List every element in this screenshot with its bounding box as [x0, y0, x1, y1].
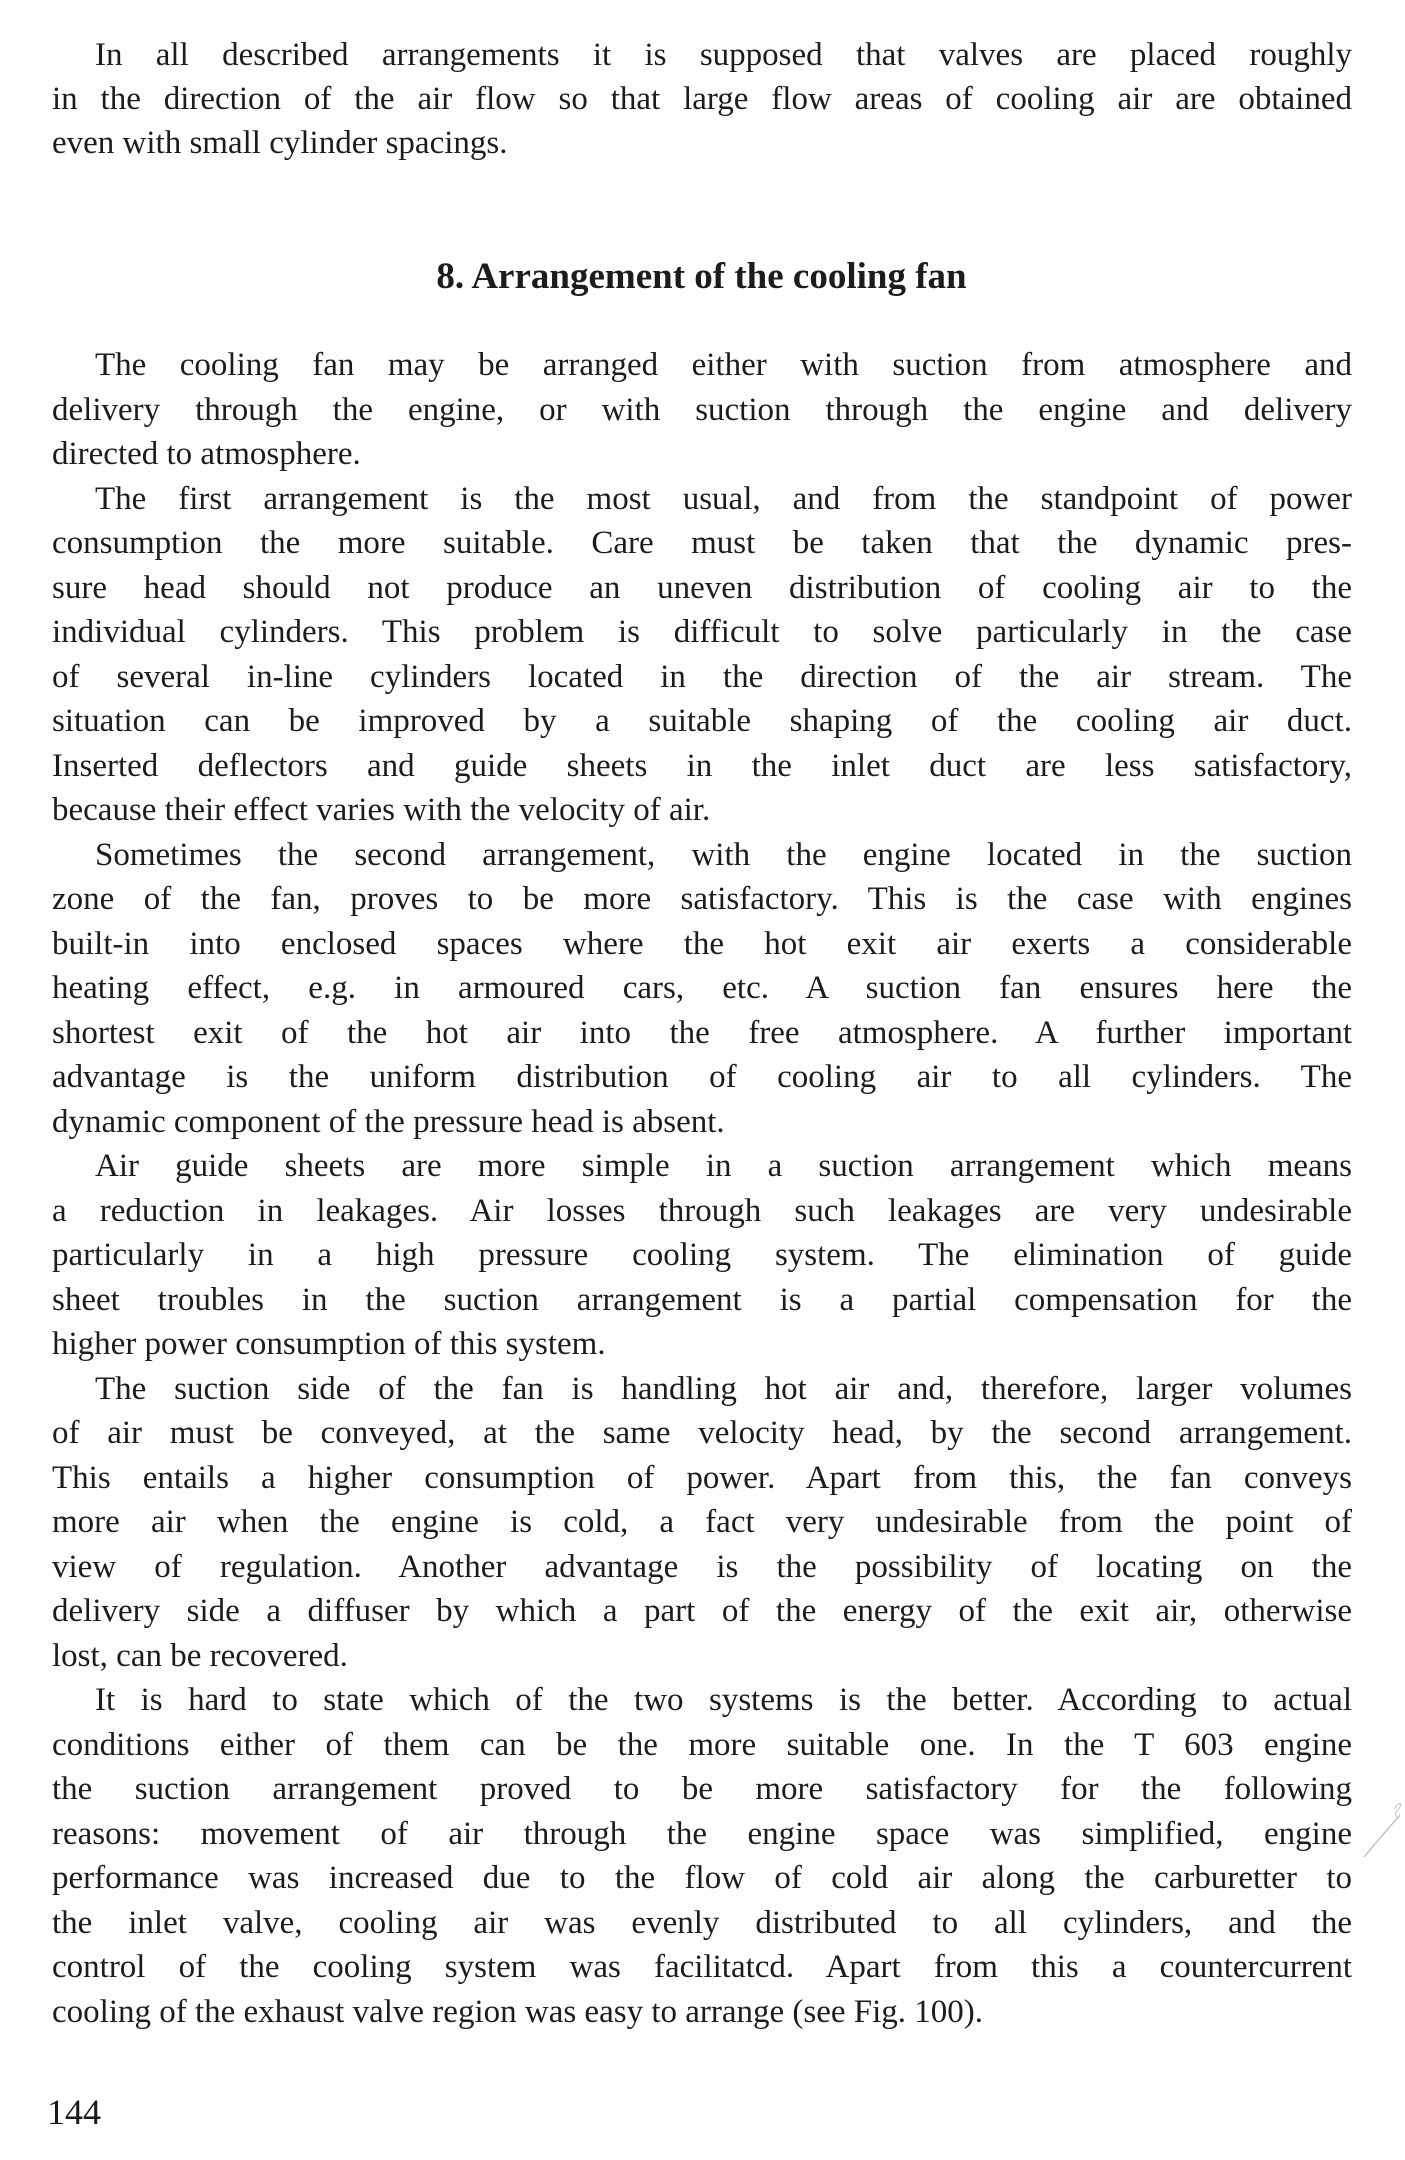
text-line: shortest exit of the hot air into the free atmosphere. A further important	[52, 1014, 1352, 1051]
text-line: the inlet valve, cooling air was evenly distributed to all cylinders, and the	[52, 1904, 1352, 1941]
text-line: dynamic component of the pressure head is absent.	[52, 1103, 725, 1140]
text-line: in the direction of the air flow so that large flow areas of cooling air are obtained	[52, 81, 1352, 117]
intro-paragraph	[52, 33, 1352, 165]
page-number: 144	[47, 2092, 101, 2132]
text-line: reasons: movement of air through the engine space was simplified, engine	[52, 1815, 1352, 1852]
text-line: higher power consumption of this system.	[52, 1326, 606, 1362]
text-line: particularly in a high pressure cooling system. The elimination of guide	[52, 1237, 1352, 1273]
text-line: more air when the engine is cold, a fact very undesirable from the point of	[52, 1504, 1352, 1540]
text-line: performance was increased due to the flow of cold air along the carburetter to	[52, 1860, 1352, 1896]
text-line: cooling of the exhaust valve region was easy to arrange (see Fig. 100).	[52, 1993, 984, 2030]
text-line: control of the cooling system was facilitatcd. Apart from this a countercurrent	[52, 1949, 1352, 1985]
text-line: individual cylinders. This problem is difficult to solve particularly in the case	[52, 614, 1352, 650]
text-line: even with small cylinder spacings.	[52, 125, 508, 161]
section-heading	[0, 255, 1405, 299]
text-line: the suction arrangement proved to be more satisfactory for the following	[52, 1771, 1352, 1807]
text-line: consumption the more suitable. Care must be taken that the dynamic pres-	[52, 525, 1352, 561]
text-line: of several in-line cylinders located in the direction of the air stream. The	[52, 658, 1352, 695]
text-line: view of regulation. Another advantage is the possibility of locating on the	[52, 1548, 1352, 1585]
text-line: sheet troubles in the suction arrangement is a partial compensation for the	[52, 1281, 1352, 1318]
text-line: lost, can be recovered.	[52, 1637, 348, 1674]
text-line: zone of the fan, proves to be more satisfactory. This is the case with engines	[52, 881, 1352, 917]
text-line: Inserted deflectors and guide sheets in the inlet duct are less satisfactory,	[52, 747, 1352, 784]
text-line: built-in into enclosed spaces where the hot exit air exerts a considerable	[52, 925, 1352, 962]
text-line: because their effect varies with the velocity of air.	[52, 792, 711, 828]
text-line: directed to atmosphere.	[52, 436, 361, 472]
text-line: This entails a higher consumption of power. Apart from this, the fan conveys	[52, 1459, 1352, 1496]
text-line: It is hard to state which of the two systems is the better. According to actual	[95, 1682, 1352, 1718]
text-line: heating effect, e.g. in armoured cars, etc. A suction fan ensures here the	[52, 970, 1352, 1006]
text-line: conditions either of them can be the more suitable one. In the T 603 engine	[52, 1726, 1352, 1763]
text-line: sure head should not produce an uneven distribution of cooling air to the	[52, 569, 1352, 606]
text-line: a reduction in leakages. Air losses through such leakages are very undesirable	[52, 1192, 1352, 1229]
text-line: of air must be conveyed, at the same velocity head, by the second arrangement.	[52, 1415, 1352, 1451]
text-line: The suction side of the fan is handling hot air and, therefore, larger volumes	[95, 1370, 1352, 1407]
text-line: The cooling fan may be arranged either with suction from atmosphere and	[95, 347, 1352, 383]
text-line: Air guide sheets are more simple in a suction arrangement which means	[95, 1148, 1352, 1184]
text-line: The first arrangement is the most usual, and from the standpoint of power	[95, 480, 1352, 517]
pencil-mark-icon	[1360, 1795, 1405, 1865]
text-line: Sometimes the second arrangement, with the engine located in the suction	[95, 836, 1352, 873]
text-line: situation can be improved by a suitable shaping of the cooling air duct.	[52, 703, 1352, 739]
text-line: delivery through the engine, or with suction through the engine and delivery	[52, 391, 1352, 428]
body-text	[52, 343, 1352, 2034]
text-line: delivery side a diffuser by which a part of the energy of the exit air, otherwise	[52, 1593, 1352, 1629]
text-line: advantage is the uniform distribution of cooling air to all cylinders. The	[52, 1059, 1352, 1095]
text-line: In all described arrangements it is supposed that valves are placed roughly	[95, 37, 1352, 73]
section-heading-text: 8. Arrangement of the cooling fan	[436, 256, 967, 297]
